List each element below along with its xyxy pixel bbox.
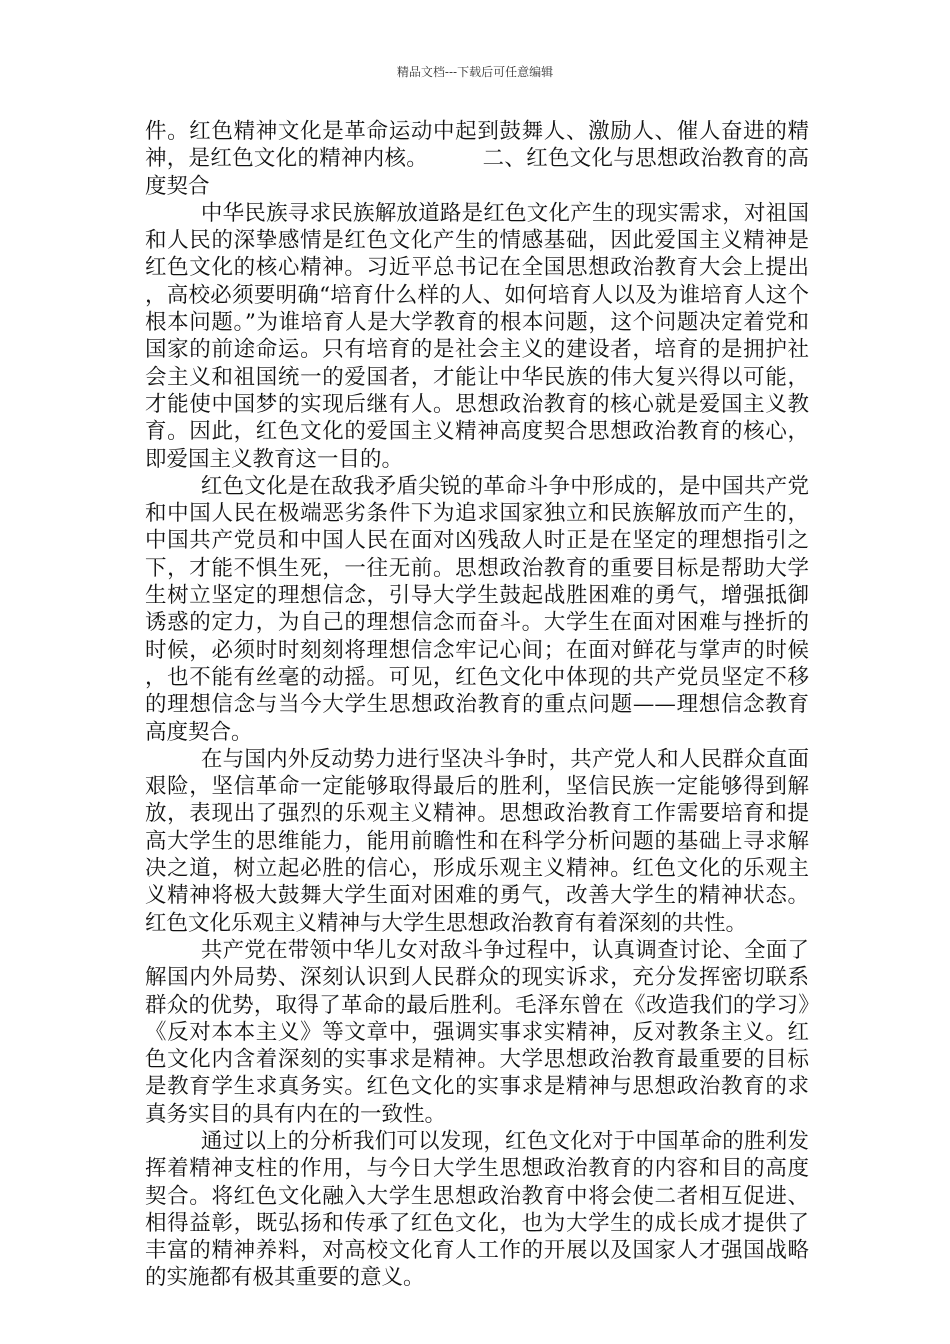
- body-paragraph: 在与国内外反动势力进行坚决斗争时，共产党人和人民群众直面艰险，坚信革命一定能够取得最后的胜利，坚信民族一定能够得到解放，表现出了强烈的乐观主义精神。思想政治教育工作需要培育和提高大学生的思维能力，能用前瞻性和在科学分析问题的基础上寻求解决之道，树立起必胜的信心，形成乐观主义精神。红色文化的乐观主义精神将极大鼓舞大学生面对困难的勇气，改善大学生的精神状态。红色文化乐观主义精神与大学生思想政治教育有着深刻的共性。: [145, 746, 809, 936]
- document-body: [145, 118, 809, 1292]
- body-paragraph: 件。红色精神文化是革命运动中起到鼓舞人、激励人、催人奋进的精神，是红色文化的精神内核。 二、红色文化与思想政治教育的高度契合: [145, 119, 809, 199]
- body-paragraph: 共产党在带领中华儿女对敌斗争过程中，认真调查讨论、全面了解国内外局势、深刻认识到人民群众的现实诉求，充分发挥密切联系群众的优势，取得了革命的最后胜利。毛泽东曾在《改造我们的学习》《反对本本主义》等文章中，强调实事求实精神，反对教条主义。红色文化内含着深刻的实事求是精神。大学思想政治教育最重要的目标是教育学生求真务实。红色文化的实事求是精神与思想政治教育的求真务实目的具有内在的一致性。: [145, 937, 809, 1127]
- body-paragraph: 通过以上的分析我们可以发现，红色文化对于中国革命的胜利发挥着精神支柱的作用，与今日大学生思想政治教育的内容和目的高度契合。将红色文化融入大学生思想政治教育中将会使二者相互促进、相得益彰，既弘扬和传承了红色文化，也为大学生的成长成才提供了丰富的精神养料，对高校文化育人工作的开展以及国家人才强国战略的实施都有极其重要的意义。: [145, 1128, 809, 1291]
- body-paragraph: 红色文化是在敌我矛盾尖锐的革命斗争中形成的，是中国共产党和中国人民在极端恶劣条件下为追求国家独立和民族解放而产生的，中国共产党员和中国人民在面对凶残敌人时正是在坚定的理想指引之下，才能不惧生死，一往无前。思想政治教育的重要目标是帮助大学生树立坚定的理想信念，引导大学生鼓起战胜困难的勇气，增强抵御诱惑的定力，为自己的理想信念而奋斗。大学生在面对困难与挫折的时候，必须时时刻刻将理想信念牢记心间；在面对鲜花与掌声的时候，也不能有丝毫的动摇。可见，红色文化中体现的共产党员坚定不移的理想信念与当今大学生思想政治教育的重点问题——理想信念教育高度契合。: [145, 473, 809, 745]
- page-header: 精品文档---下载后可任意编辑: [396, 65, 554, 79]
- body-paragraph: 中华民族寻求民族解放道路是红色文化产生的现实需求，对祖国和人民的深挚感情是红色文化产生的情感基础，因此爱国主义精神是红色文化的核心精神。习近平总书记在全国思想政治教育大会上提出，高校必须要明确“培育什么样的人、如何培育人以及为谁培育人这个根本问题。”为谁培育人是大学教育的根本问题，这个问题决定着党和国家的前途命运。只有培育的是社会主义的建设者，培育的是拥护社会主义和祖国统一的爱国者，才能让中华民族的伟大复兴得以可能，才能使中国梦的实现后继有人。思想政治教育的核心就是爱国主义教育。因此，红色文化的爱国主义精神高度契合思想政治教育的核心，即爱国主义教育这一目的。: [145, 200, 809, 472]
